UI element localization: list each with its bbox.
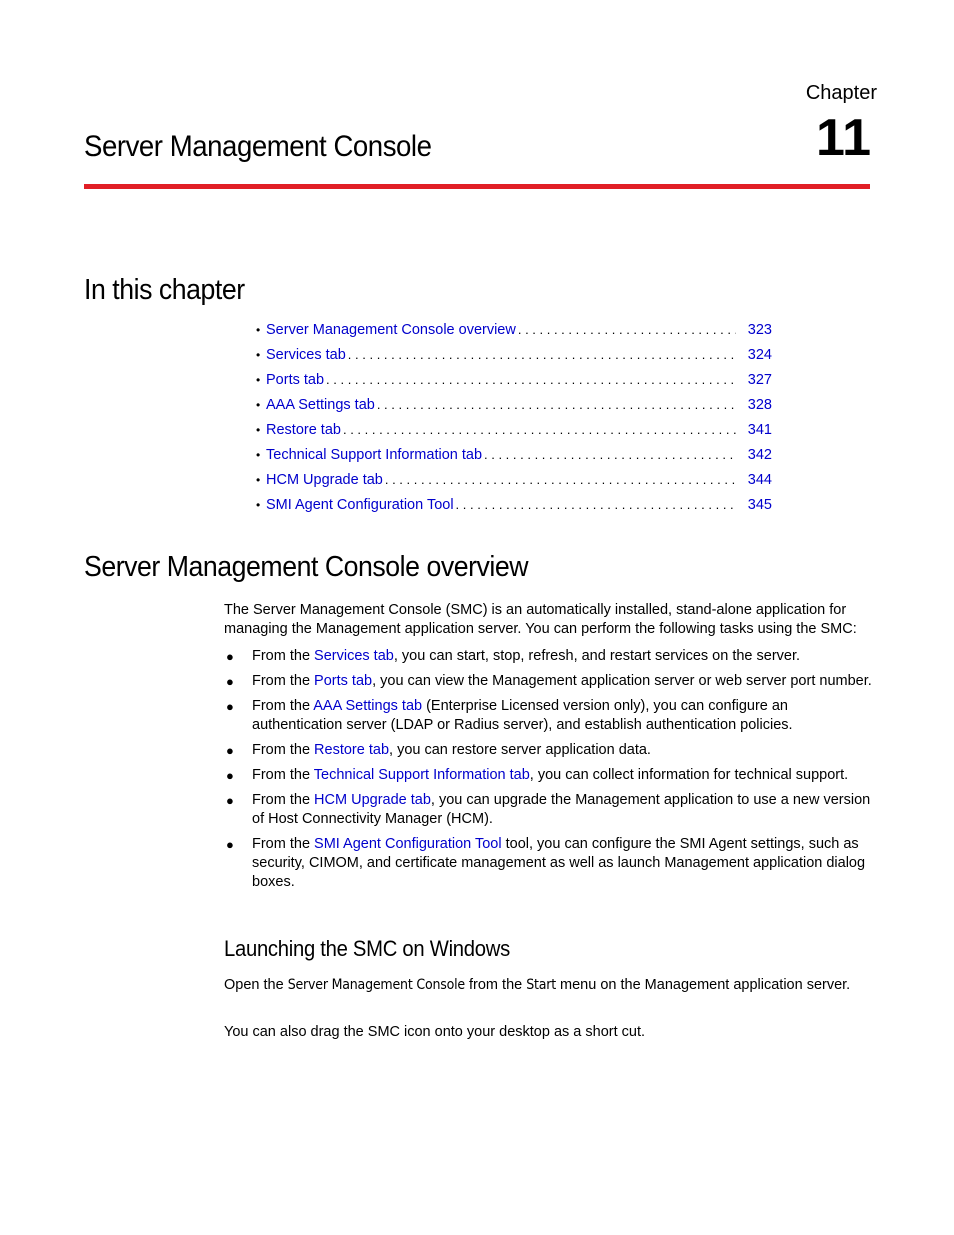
restore-tab-link[interactable]: Restore tab	[314, 742, 390, 758]
hcm-upgrade-tab-link[interactable]: HCM Upgrade tab	[314, 792, 431, 808]
toc-entry-label[interactable]: Restore tab	[266, 422, 341, 438]
toc-entry[interactable]	[256, 472, 772, 497]
ui-term: Server Management Console	[287, 977, 465, 993]
toc-entry[interactable]	[256, 322, 772, 347]
list-item: ● From the SMI Agent Configuration Tool tool, you can configure the SMI Agent settings, such as security, CIMOM, and certificate management as well as launch Management application dialog boxes.	[226, 836, 866, 890]
list-item: ● From the HCM Upgrade tab, you can upgrade the Management application to use a new version of Host Connectivity Manager (HCM).	[226, 792, 871, 827]
list-item: ● From the Services tab, you can start, stop, refresh, and restart services on the server.	[226, 648, 801, 664]
toc-entry-label[interactable]: Technical Support Information tab	[266, 447, 483, 463]
chapter-title: Server Management Console	[84, 130, 432, 163]
toc-entry-page[interactable]: 341	[747, 422, 772, 438]
bullet: ●	[226, 768, 234, 783]
toc-entry[interactable]	[256, 372, 772, 397]
technical-support-tab-link[interactable]: Technical Support Information tab	[313, 767, 530, 783]
overview-heading: Server Management Console overview	[84, 551, 529, 583]
toc-entry-label[interactable]: Ports tab	[266, 372, 325, 388]
toc-entry-page[interactable]: 328	[747, 397, 772, 413]
list-item: ● From the Ports tab, you can view the Management application server or web server port number.	[226, 673, 872, 689]
toc-entry-page[interactable]: 342	[747, 447, 772, 463]
toc-heading: In this chapter	[84, 274, 245, 306]
bullet: ●	[226, 743, 234, 758]
ui-term: Start	[526, 977, 556, 993]
smi-agent-tool-link[interactable]: SMI Agent Configuration Tool	[314, 836, 502, 852]
toc-entry[interactable]	[256, 347, 772, 372]
toc-entry-label[interactable]: Services tab	[266, 347, 346, 363]
bullet: •	[256, 323, 261, 337]
toc-entry-label[interactable]: SMI Agent Configuration Tool	[266, 497, 454, 513]
bullet: ●	[226, 674, 234, 689]
toc-entry-page[interactable]: 345	[747, 497, 772, 513]
task-list	[224, 647, 874, 898]
launching-heading: Launching the SMC on Windows	[224, 936, 510, 961]
bullet: ●	[226, 793, 234, 808]
toc-list	[256, 322, 772, 522]
shortcut-paragraph: You can also drag the SMC icon onto your desktop as a short cut.	[224, 1024, 646, 1040]
services-tab-link[interactable]: Services tab	[314, 648, 394, 664]
bullet: ●	[226, 649, 234, 664]
toc-entry-page[interactable]: 324	[747, 347, 772, 363]
toc-entry[interactable]	[256, 422, 772, 447]
toc-entry-page[interactable]: 327	[747, 372, 772, 388]
toc-entry-label[interactable]: AAA Settings tab	[266, 397, 375, 413]
bullet: •	[256, 448, 261, 462]
toc-entry-page[interactable]: 323	[747, 322, 772, 338]
toc-entry[interactable]	[256, 397, 772, 422]
toc-entry[interactable]	[256, 497, 772, 522]
list-item: ● From the Technical Support Information tab, you can collect information for technical support.	[226, 767, 849, 783]
bullet: •	[256, 348, 261, 362]
bullet: •	[256, 373, 261, 387]
list-item: ● From the AAA Settings tab (Enterprise Licensed version only), you can configure an authentication server (LDAP or Radius server), and establish authentication policies.	[226, 698, 793, 733]
overview-intro: The Server Management Console (SMC) is an automatically installed, stand-alone application for managing the Management application server. You can perform the following tasks using the SMC:	[224, 602, 857, 637]
list-item: ● From the Restore tab, you can restore server application data.	[226, 742, 651, 758]
ports-tab-link[interactable]: Ports tab	[314, 673, 373, 689]
chapter-number: 11	[816, 109, 871, 167]
bullet: •	[256, 473, 261, 487]
bullet: ●	[226, 699, 234, 714]
toc-entry-page[interactable]: 344	[747, 472, 772, 488]
chapter-label: Chapter	[805, 82, 877, 104]
bullet: •	[256, 423, 261, 437]
bullet: •	[256, 398, 261, 412]
toc-entry-label[interactable]: HCM Upgrade tab	[266, 472, 383, 488]
toc-entry-label[interactable]: Server Management Console overview	[266, 322, 516, 338]
launching-paragraph: Open the Server Management Console from the Start menu on the Management application server.	[224, 977, 851, 993]
aaa-settings-tab-link[interactable]: AAA Settings tab	[313, 698, 423, 714]
bullet: •	[256, 498, 261, 512]
chapter-title-rule	[84, 184, 870, 189]
toc-entry[interactable]	[256, 447, 772, 472]
bullet: ●	[226, 837, 234, 852]
